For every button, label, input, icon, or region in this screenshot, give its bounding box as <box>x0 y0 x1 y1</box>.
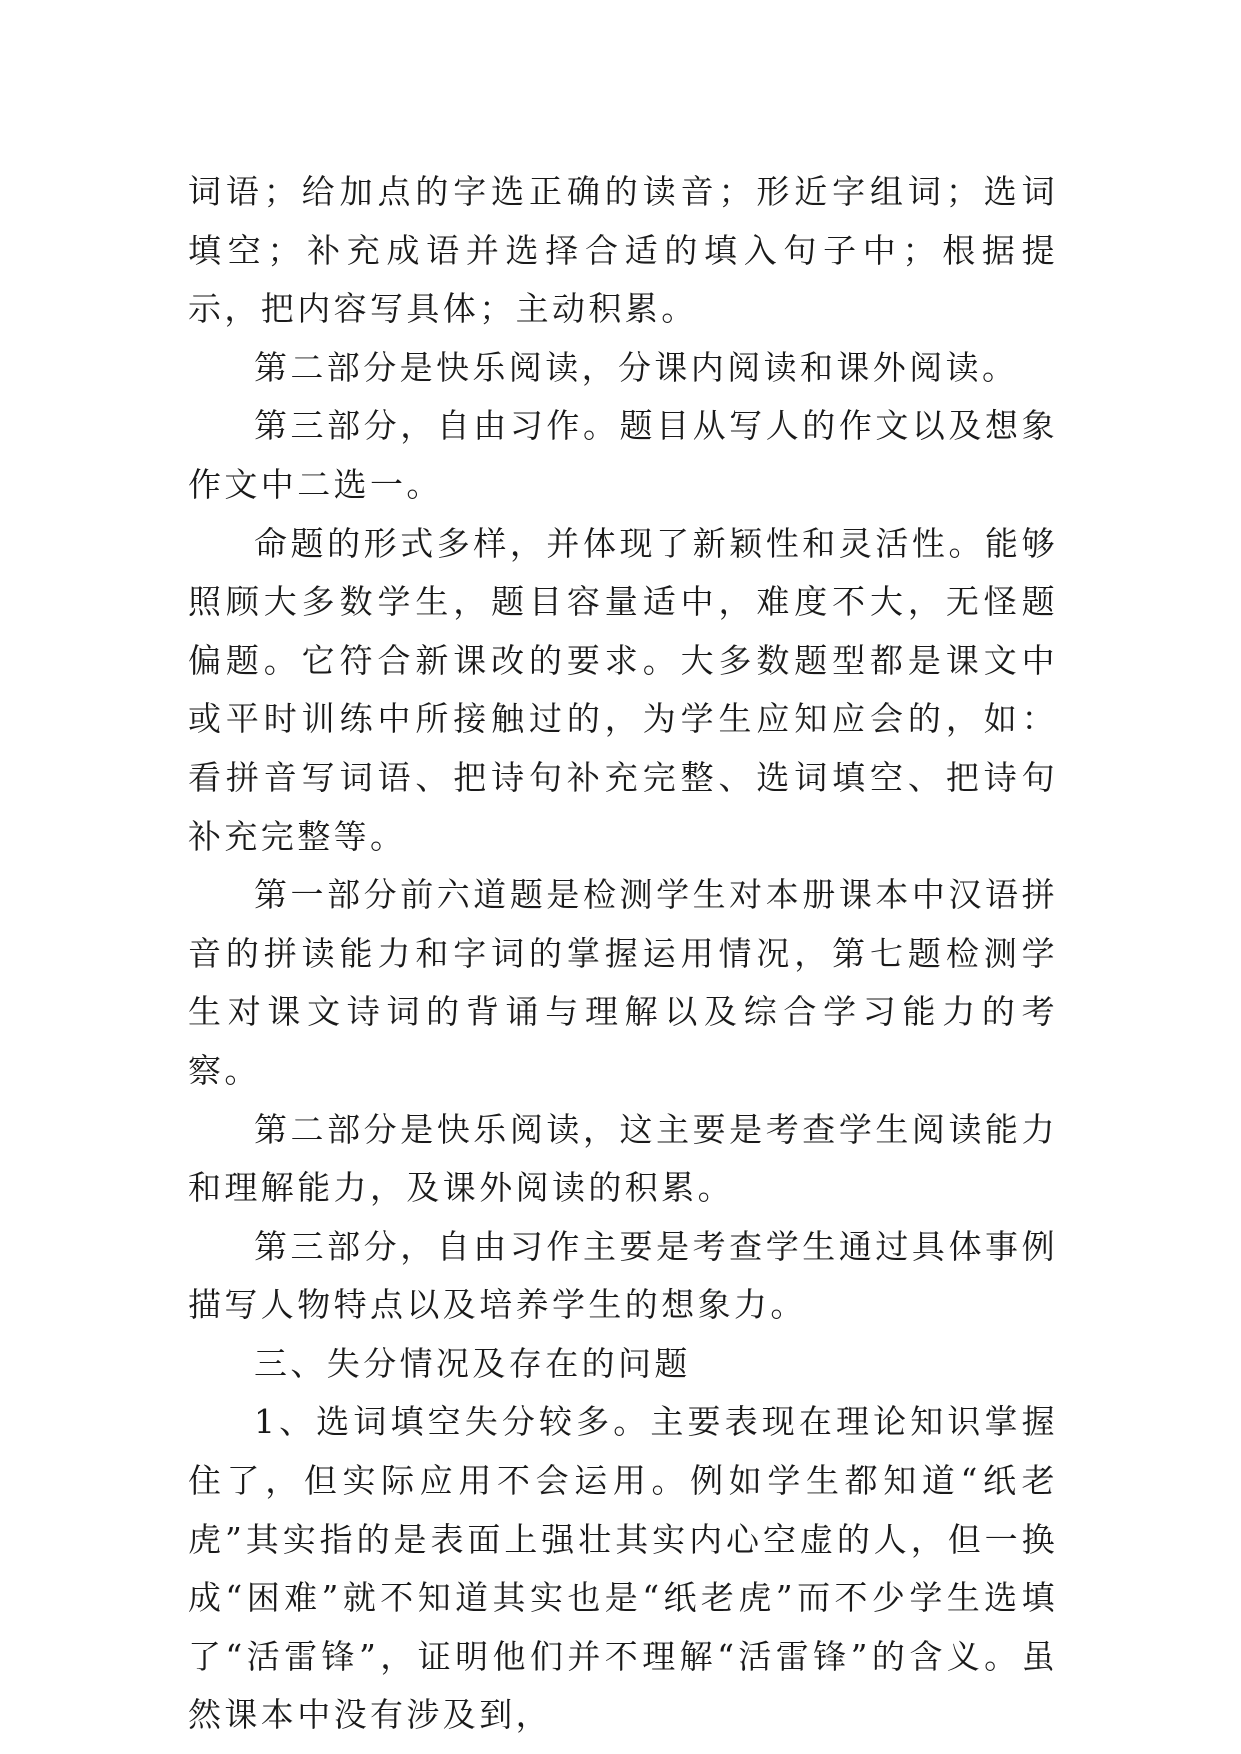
paragraph-4: 命题的形式多样，并体现了新颖性和灵活性。能够照顾大多数学生，题目容量适中，难度不大，无怪题偏题。它符合新课改的要求。大多数题型都是课文中或平时训练中所接触过的，为学生应知应会的，如：看拼音写词语、把诗句补充完整、选词填空、把诗句补充完整等。 <box>188 523 1058 856</box>
paragraph-7: 第三部分，自由习作主要是考查学生通过具体事例描写人物特点以及培养学生的想象力。 <box>188 1226 1058 1325</box>
paragraph-6: 第二部分是快乐阅读，这主要是考查学生阅读能力和理解能力，及课外阅读的积累。 <box>188 1109 1058 1208</box>
section-heading: 三、失分情况及存在的问题 <box>254 1343 691 1383</box>
paragraph-1: 词语；给加点的字选正确的读音；形近字组词；选词填空；补充成语并选择合适的填入句子中；根据提示，把内容写具体；主动积累。 <box>188 172 1058 329</box>
paragraph-5: 第一部分前六道题是检测学生对本册课本中汉语拼音的拼读能力和字词的掌握运用情况，第七题检测学生对课文诗词的背诵与理解以及综合学习能力的考察。 <box>188 875 1058 1090</box>
document-body <box>188 163 1058 1745</box>
paragraph-2: 第二部分是快乐阅读，分课内阅读和课外阅读。 <box>254 347 1019 387</box>
paragraph-8: 1、选词填空失分较多。主要表现在理论知识掌握住了，但实际应用不会运用。例如学生都知道“纸老虎”其实指的是表面上强壮其实内心空虚的人，但一换成“困难”就不知道其实也是“纸老虎”而不少学生选填了“活雷锋”，证明他们并不理解“活雷锋”的含义。虽然课本中没有涉及到， <box>188 1402 1058 1735</box>
paragraph-3: 第三部分，自由习作。题目从写人的作文以及想象作文中二选一。 <box>188 406 1058 504</box>
